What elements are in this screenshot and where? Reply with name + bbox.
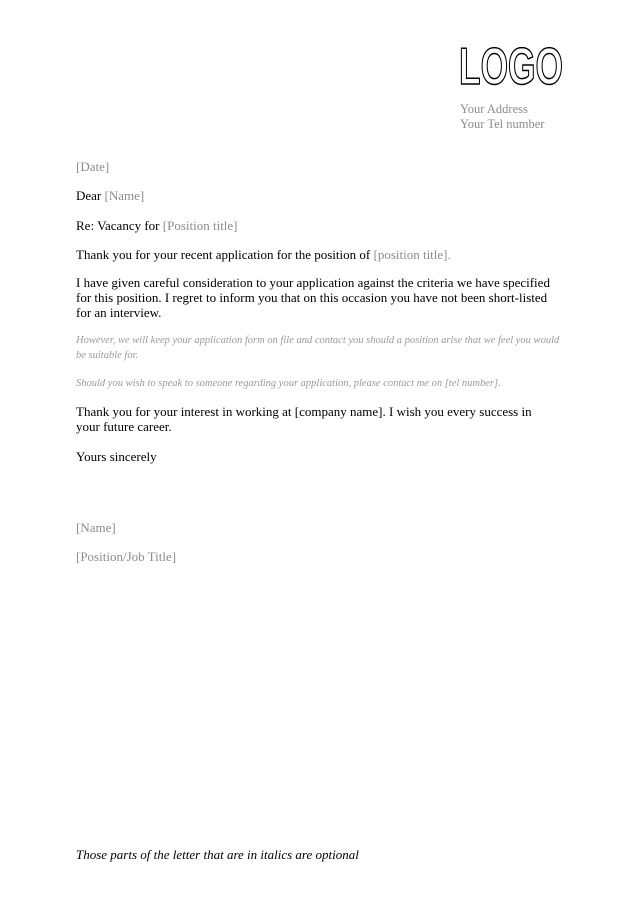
optional-contact: Should you wish to speak to someone regarding your application, please contact me on [tel number]. xyxy=(76,378,501,389)
footer-note: Those parts of the letter that are in italics are optional xyxy=(76,847,359,862)
thanks-text: Thank you for your recent application for the position of xyxy=(76,247,371,262)
thanks-paragraph xyxy=(76,247,451,262)
company-logo xyxy=(456,34,566,96)
sender-address: Your Address xyxy=(460,102,528,116)
logo-text: LOGO xyxy=(459,38,563,96)
thanks-position: [position title]. xyxy=(373,247,451,262)
letter-date: [Date] xyxy=(76,159,110,174)
signature-title: [Position/Job Title] xyxy=(76,549,177,564)
optional-keep-on-file: However, we will keep your application form on file and contact you should a position arise that we feel you would be suitable for. xyxy=(76,335,560,361)
consideration-paragraph: I have given careful consideration to your application against the criteria we have specified for this position. I regret to inform you that on this occasion you have not been short-listed for an interview. xyxy=(76,275,550,320)
sender-tel: Your Tel number xyxy=(460,117,545,131)
salutation-word: Dear xyxy=(76,188,102,203)
subject-prefix: Re: Vacancy for xyxy=(76,218,160,233)
subject-line xyxy=(76,218,238,233)
subject-position: [Position title] xyxy=(162,218,238,233)
closing-paragraph: Thank you for your interest in working at [company name]. I wish you every success in your future career. xyxy=(76,404,532,434)
salutation xyxy=(76,188,144,203)
signature-name: [Name] xyxy=(76,520,116,535)
salutation-name: [Name] xyxy=(104,188,145,203)
signoff: Yours sincerely xyxy=(76,449,157,464)
